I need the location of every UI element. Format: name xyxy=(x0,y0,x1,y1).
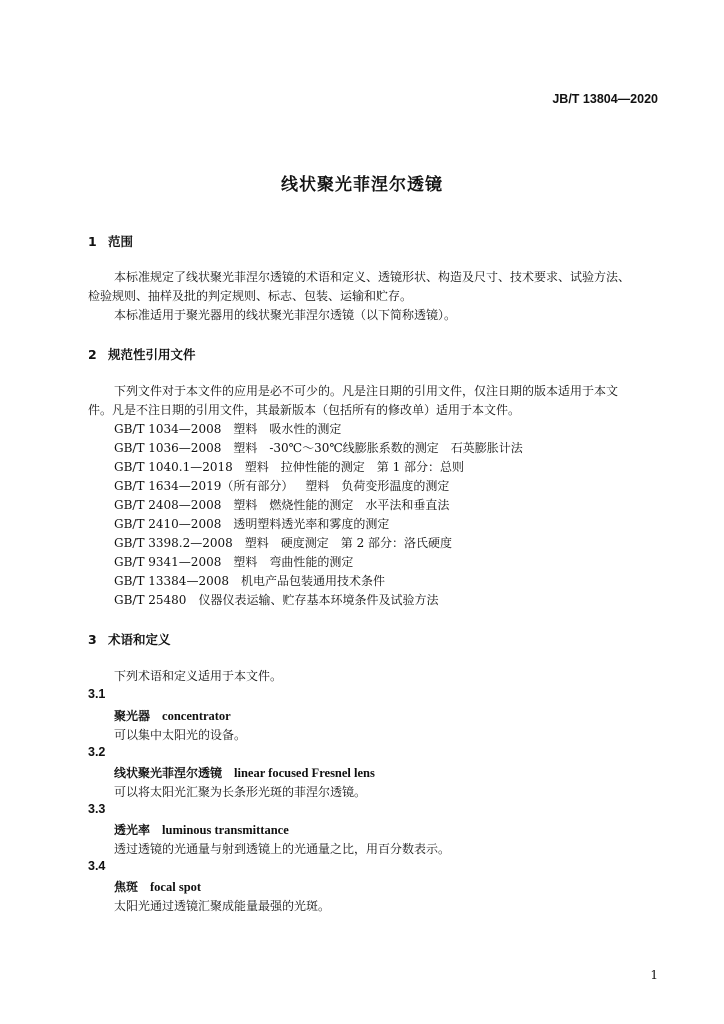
paragraph: 下列文件对于本文件的应用是必不可少的。凡是注日期的引用文件，仅注日期的版本适用于本文 xyxy=(114,384,619,398)
section-number: 3 xyxy=(88,632,97,647)
term-number: 3.2 xyxy=(88,745,106,759)
section-title: 术语和定义 xyxy=(108,632,171,647)
reference-code: GB/T 2410—2008 xyxy=(114,517,222,531)
reference-item xyxy=(114,496,449,513)
term-definition: 可以将太阳光汇聚为长条形光斑的菲涅尔透镜。 xyxy=(114,785,367,799)
term-name-en: luminous transmittance xyxy=(162,823,289,837)
reference-title: 塑料 拉伸性能的测定 第 1 部分：总则 xyxy=(244,460,465,474)
reference-title: 塑料 负荷变形温度的测定 xyxy=(305,479,450,493)
document-title: 线状聚光菲涅尔透镜 xyxy=(281,175,443,195)
reference-item xyxy=(114,477,449,494)
reference-title: 塑料 燃烧性能的测定 水平法和垂直法 xyxy=(233,498,450,512)
term-definition: 透过透镜的光通量与射到透镜上的光通量之比，用百分数表示。 xyxy=(114,842,451,856)
term-name-zh: 聚光器 xyxy=(114,709,151,723)
reference-code: GB/T 3398.2—2008 xyxy=(114,536,233,550)
section-number: 1 xyxy=(88,234,97,249)
paragraph: 件。凡是不注日期的引用文件，其最新版本（包括所有的修改单）适用于本文件。 xyxy=(88,403,521,417)
section-heading-terms-and-definitions xyxy=(88,630,171,648)
reference-item xyxy=(114,534,452,551)
term-definition: 可以集中太阳光的设备。 xyxy=(114,728,247,742)
term-number: 3.3 xyxy=(88,802,106,816)
term-number: 3.4 xyxy=(88,859,106,873)
reference-item xyxy=(114,515,389,532)
reference-title: 机电产品包装通用技术条件 xyxy=(240,574,385,588)
reference-title: 塑料 -30℃～30℃线膨胀系数的测定 石英膨胀计法 xyxy=(233,441,523,455)
term-name-zh: 透光率 xyxy=(114,823,151,837)
reference-code: GB/T 1034—2008 xyxy=(114,422,222,436)
term-name xyxy=(114,764,375,781)
reference-title: 塑料 吸水性的测定 xyxy=(233,422,342,436)
page-number: 1 xyxy=(650,968,658,982)
reference-item xyxy=(114,553,353,570)
reference-item xyxy=(114,458,464,475)
section-title: 规范性引用文件 xyxy=(108,347,196,362)
term-name xyxy=(114,707,231,724)
reference-code: GB/T 9341—2008 xyxy=(114,555,222,569)
paragraph: 检验规则、抽样及批的判定规则、标志、包装、运输和贮存。 xyxy=(88,289,413,303)
reference-code: GB/T 1036—2008 xyxy=(114,441,222,455)
paragraph: 下列术语和定义适用于本文件。 xyxy=(114,669,283,683)
reference-item xyxy=(114,591,438,608)
reference-item xyxy=(114,439,523,456)
reference-code: GB/T 1634—2019（所有部分） xyxy=(114,479,294,493)
paragraph: 本标准适用于聚光器用的线状聚光菲涅尔透镜（以下简称透镜）。 xyxy=(114,308,457,322)
section-number: 2 xyxy=(88,347,97,362)
reference-title: 塑料 弯曲性能的测定 xyxy=(233,555,354,569)
term-number: 3.1 xyxy=(88,687,106,701)
section-heading-scope xyxy=(88,232,133,250)
term-name-zh: 焦斑 xyxy=(114,880,139,894)
reference-title: 透明塑料透光率和雾度的测定 xyxy=(233,517,390,531)
reference-item xyxy=(114,420,341,437)
reference-code: GB/T 25480 xyxy=(114,593,187,607)
section-title: 范围 xyxy=(108,234,134,249)
term-name xyxy=(114,821,289,838)
term-name-en: concentrator xyxy=(162,709,231,723)
reference-title: 塑料 硬度测定 第 2 部分：洛氏硬度 xyxy=(244,536,453,550)
paragraph: 本标准规定了线状聚光菲涅尔透镜的术语和定义、透镜形状、构造及尺寸、技术要求、试验方法、 xyxy=(114,270,631,284)
term-definition: 太阳光通过透镜汇聚成能量最强的光斑。 xyxy=(114,899,331,913)
reference-code: GB/T 1040.1—2018 xyxy=(114,460,233,474)
reference-code: GB/T 2408—2008 xyxy=(114,498,222,512)
term-name xyxy=(114,878,201,895)
term-name-zh: 线状聚光菲涅尔透镜 xyxy=(114,766,223,780)
reference-item xyxy=(114,572,385,589)
reference-title: 仪器仪表运输、贮存基本环境条件及试验方法 xyxy=(198,593,439,607)
standard-code: JB/T 13804—2020 xyxy=(552,92,658,106)
reference-code: GB/T 13384—2008 xyxy=(114,574,229,588)
term-name-en: focal spot xyxy=(150,880,202,894)
term-name-en: linear focused Fresnel lens xyxy=(234,766,375,780)
section-heading-normative-references xyxy=(88,345,196,363)
